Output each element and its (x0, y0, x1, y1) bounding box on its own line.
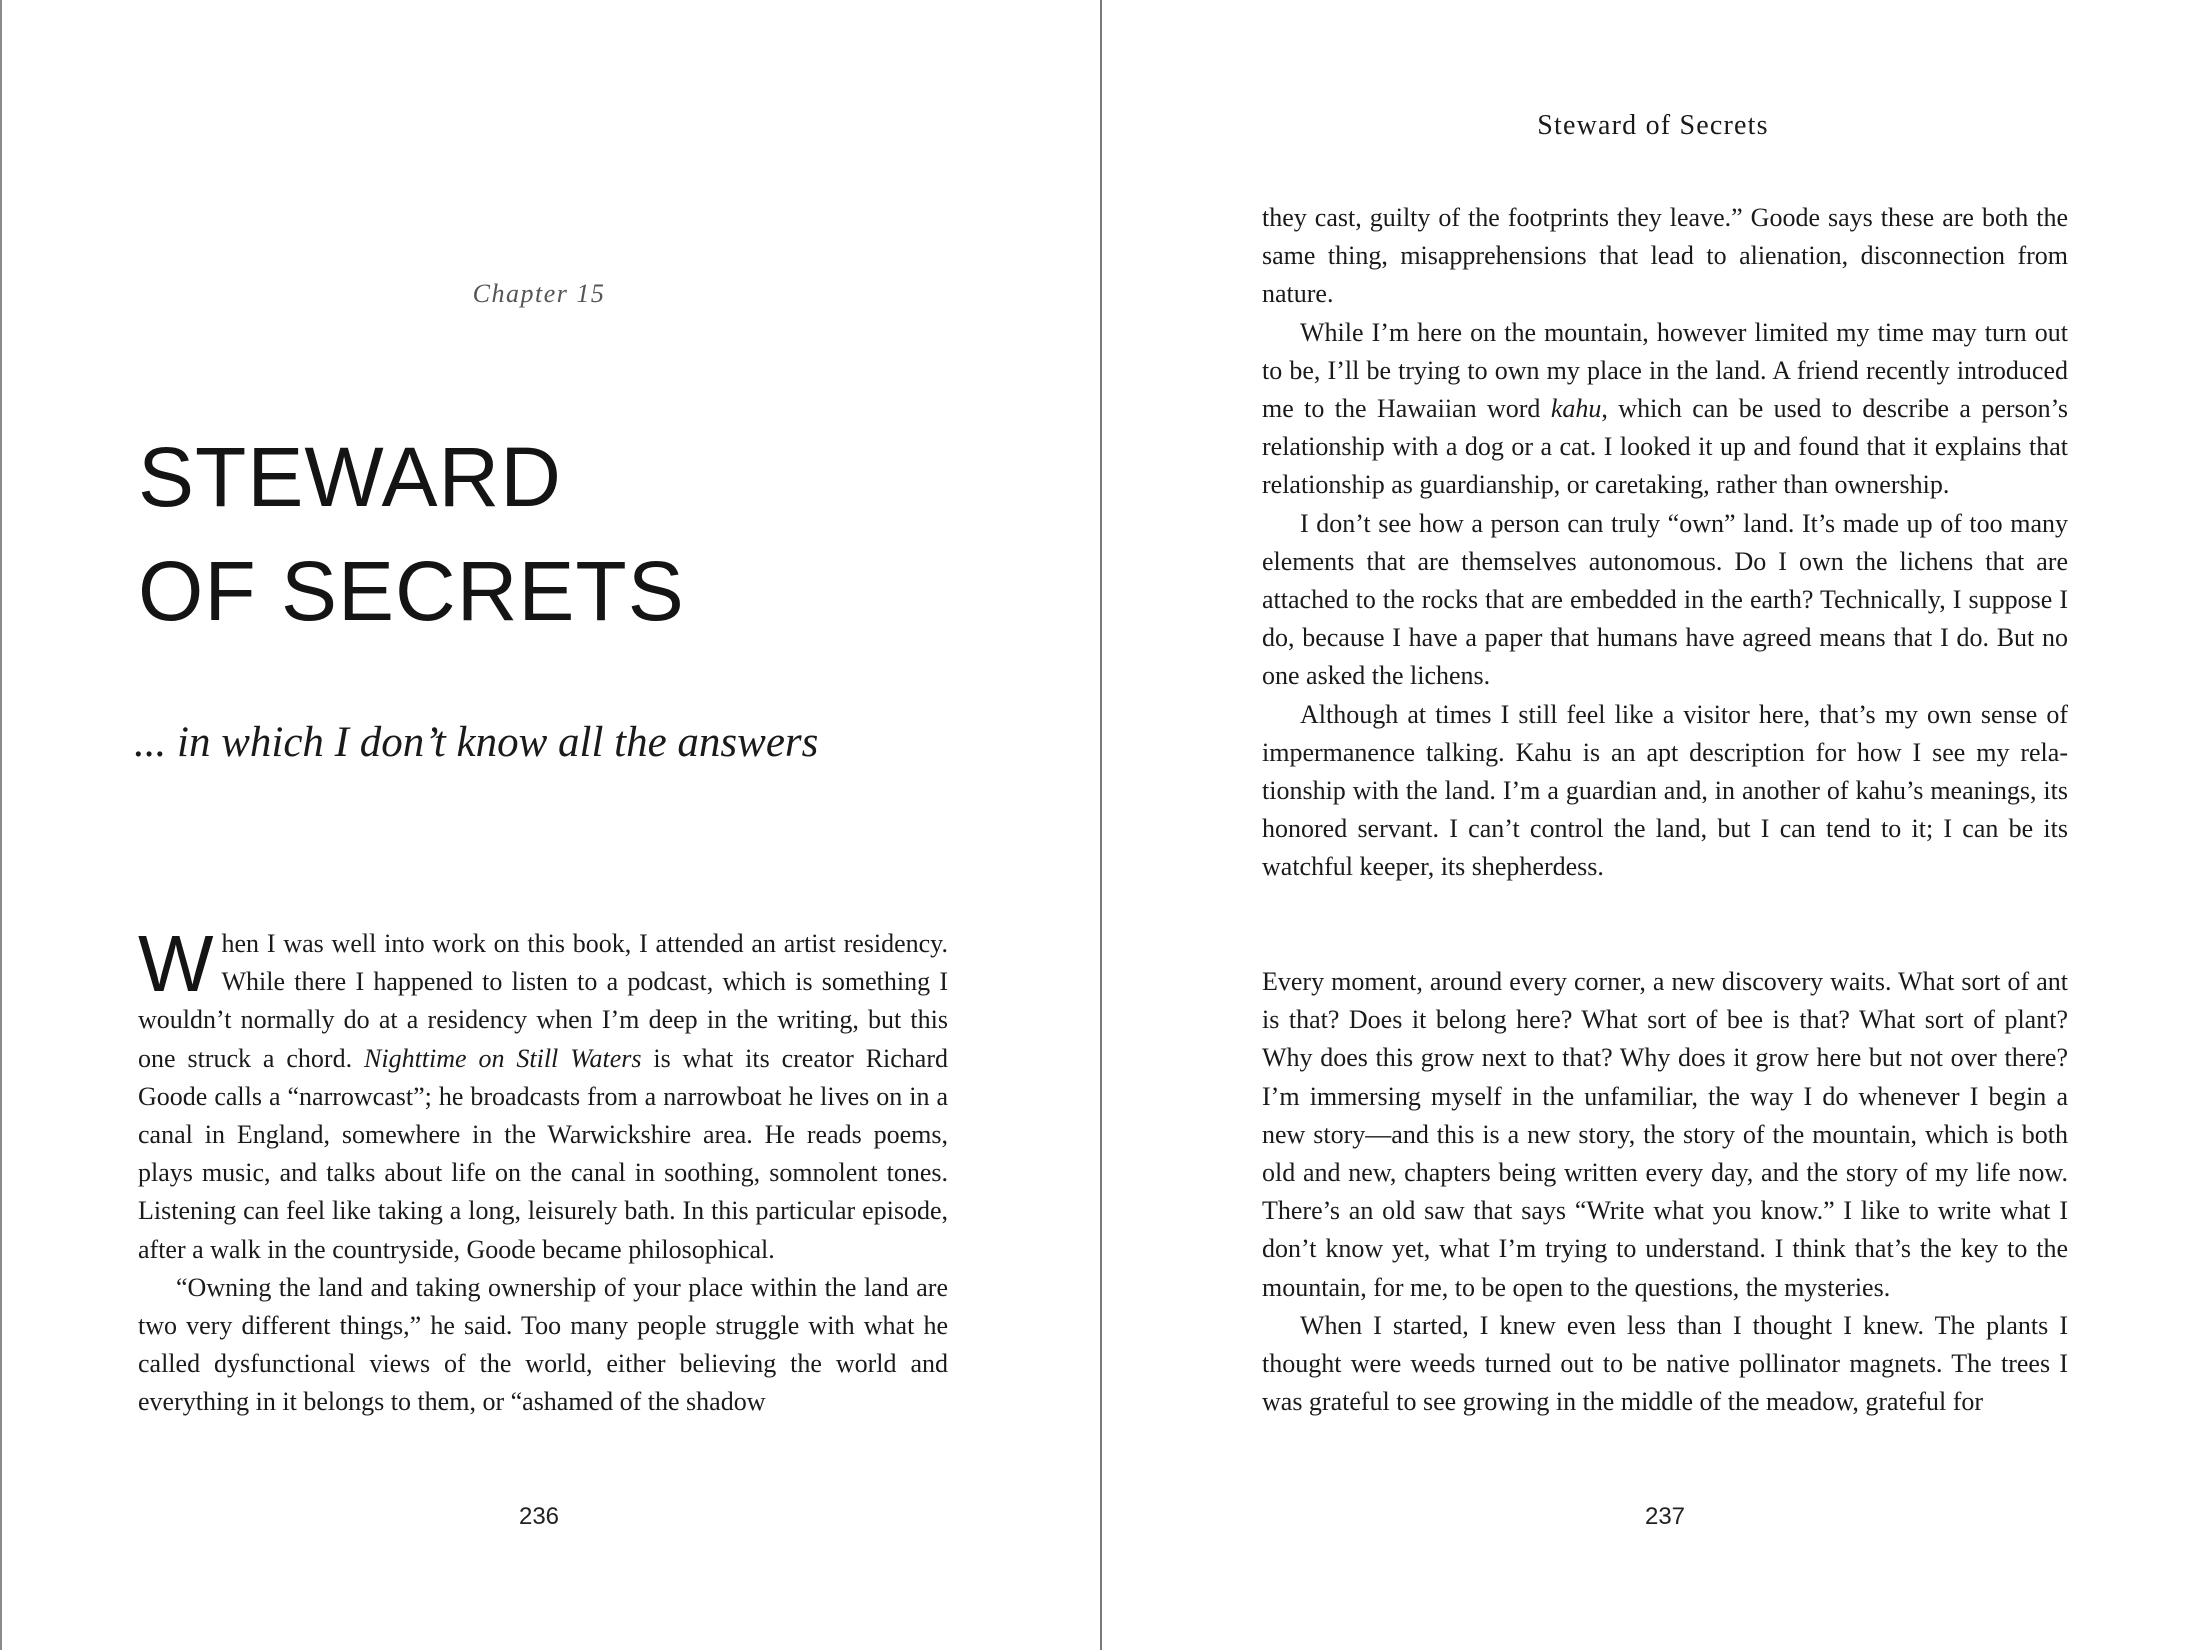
paragraph-text: hen I was well into work on this book, I attended an artist residency. While there I happened to listen to a podcast, which is something I wouldn’t normally do at a residency when I’m deep in the writing, but this one struck a chord. (138, 929, 948, 1073)
chapter-label: Chapter 15 (472, 279, 606, 308)
chapter-title-line-2: OF SECRETS (138, 544, 685, 638)
right-body-text-upper (1262, 199, 2068, 887)
paragraph: they cast, guilty of the footprints they leave.” Goode says these are both the same thing, misapprehensions that lead to alienation, disconnection from nature. (1262, 203, 2068, 309)
chapter-title-line-1: STEWARD (138, 430, 562, 524)
paragraph: Although at times I still feel like a visitor here, that’s my own sense of impermanence talking. Kahu is an apt description for how I see my relationship with the land. I’m a guardian and, in another of kahu’s meanings, its honored servant. I can’t control the land, but I can tend to it; I can be its watchful keeper, its shepherdess. (1262, 699, 2068, 882)
left-body-text (138, 919, 948, 1422)
right-body-text-lower (1262, 963, 2068, 1421)
paragraph: “Owning the land and taking ownership of your place within the land are two very different things,” he said. Too many people struggle with what he called dysfunctional views of the world, either believing the world and everything in it belongs to them, or “ashamed of the shadow (138, 1272, 948, 1417)
paragraph: When I started, I knew even less than I thought I knew. The plants I thought were weeds turned out to be native pollinator magnets. The trees I was grateful to see growing in the middle of the meadow, grateful for (1262, 1310, 2068, 1417)
paragraph (138, 919, 948, 1269)
page-number: 237 (1644, 1503, 1686, 1530)
paragraph-text: , which can be used to describe a person’s relationship with a dog or a cat. I looked it up and found that it explains that relationship as guardianship, or caretaking, rather than ownership. (1262, 394, 2068, 500)
paragraph (1262, 314, 2068, 505)
right-page (1102, 0, 2204, 1650)
chapter-subtitle: ... in which I don’t know all the answers (134, 719, 819, 766)
left-page (2, 0, 1100, 1650)
paragraph-text: While I’m here on the mountain, however limited my time may turn out to be, I’ll be trying to own my place in the land. A friend recently introduced me to the Hawaiian word (1262, 317, 2068, 424)
italic-word: kahu (1550, 394, 1602, 424)
podcast-title: Nighttime on Still Waters (364, 1043, 642, 1073)
paragraph: Every moment, around every corner, a new discovery waits. What sort of ant is that? Does it belong here? What sort of bee is that? What sort of plant? Why does this grow next to that? Why does it grow here but not over there? I’m immersing myself in the unfamiliar, the way I do whenever I begin a new story—and this is a new story, the story of the mountain, which is both old and new, chapters being written every day, and the story of my life now. There’s an old saw that says “Write what you know.” I like to write what I don’t know yet, what I’m trying to understand. I think that’s the key to the mountain, for me, to be open to the questions, the mysteries. (1262, 967, 2068, 1302)
paragraph-text: is what its creator Richard Goode calls a “narrowcast”; he broadcasts from a narrowboat he lives on in a canal in England, somewhere in the Warwickshire area. He reads poems, plays music, and talks about life on the canal in soothing, somnolent tones. Listening can feel like taking a long, leisurely bath. In this particular episode, after a walk in the countryside, Goode became philosophical. (138, 1043, 948, 1264)
running-head: Steward of Secrets (1537, 110, 1769, 141)
page-number: 236 (518, 1503, 560, 1530)
chapter-title (138, 420, 1038, 648)
drop-cap: W (138, 919, 214, 1008)
paragraph: I don’t see how a person can truly “own” land. It’s made up of too many elements that are themselves autonomous. Do I own the lichens that are attached to the rocks that are embedded in the earth? Technically, I suppose I do, because I have a paper that humans have agreed means that I do. But no one asked the lichens. (1262, 508, 2068, 691)
